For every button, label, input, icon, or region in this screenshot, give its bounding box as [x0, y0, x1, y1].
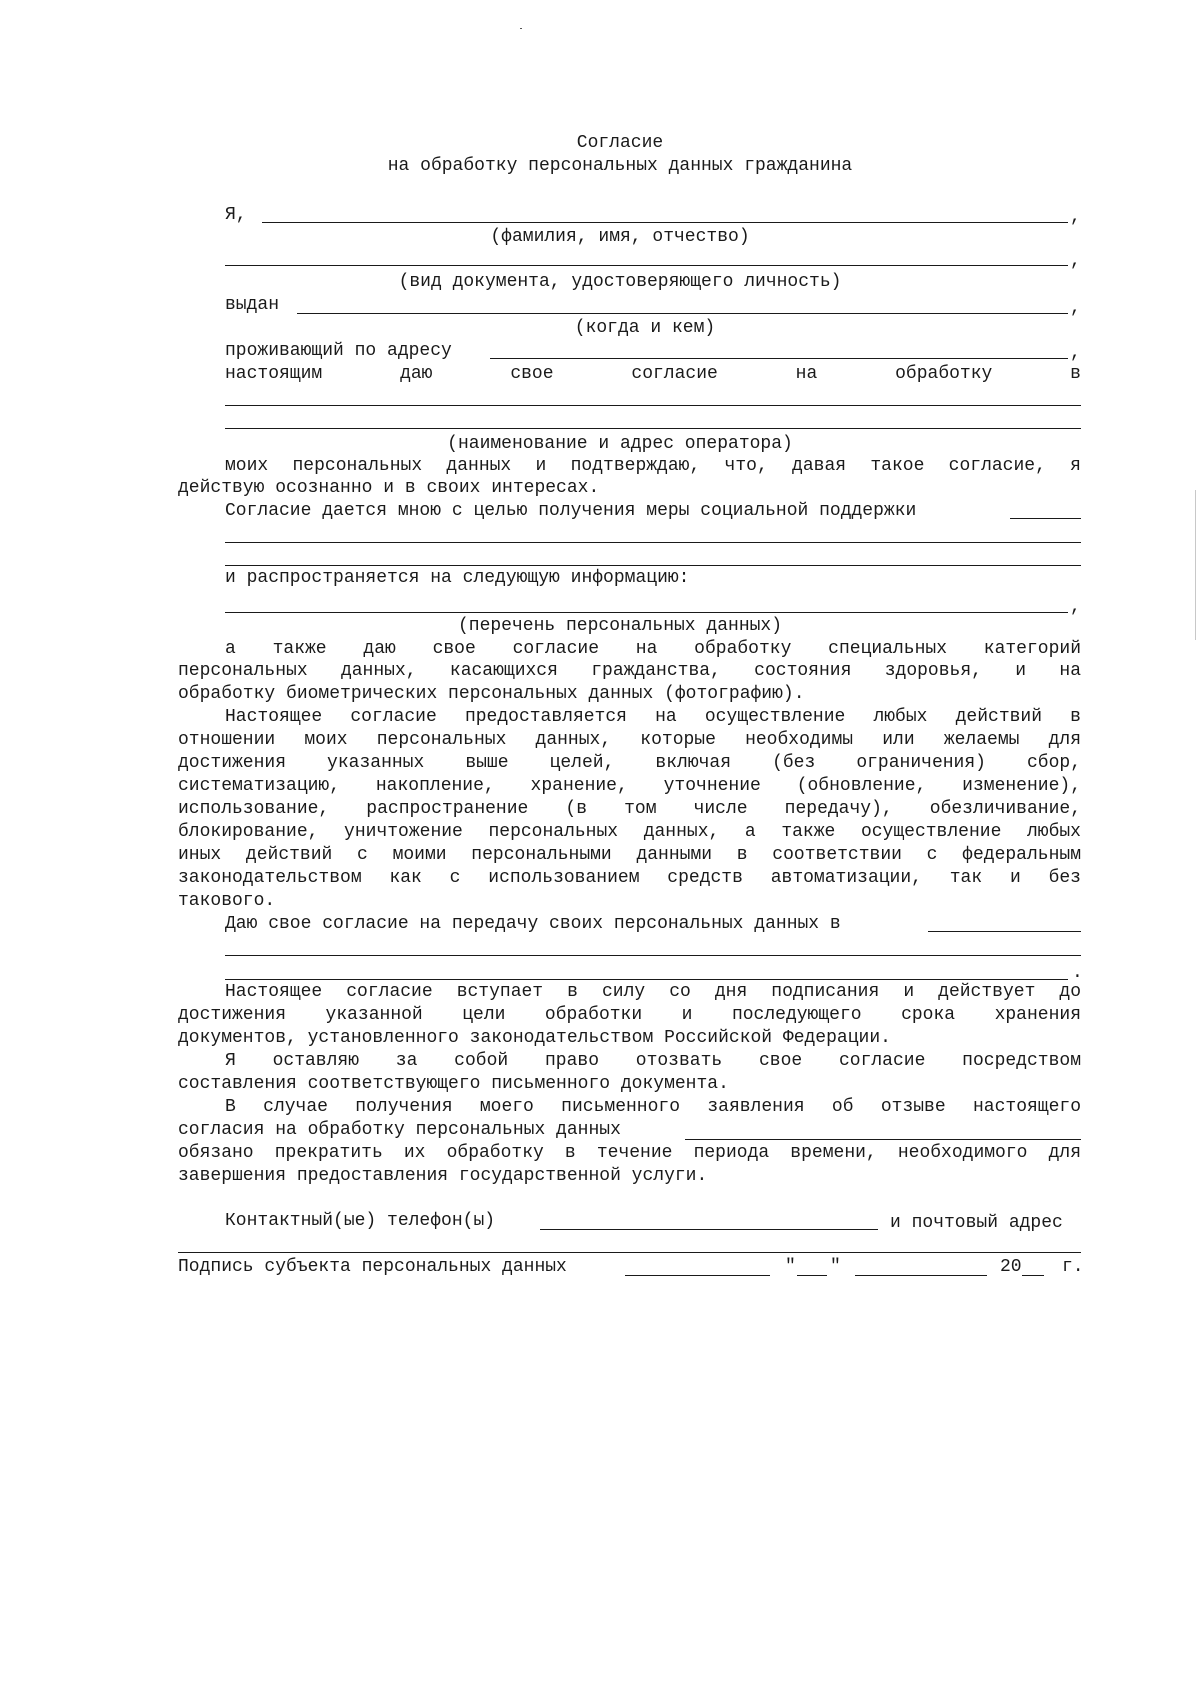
- pd-list-field[interactable]: [225, 612, 1068, 613]
- para-confirm-line2: действую осознанно и в своих интересах.: [178, 478, 600, 498]
- phone-field[interactable]: [540, 1229, 878, 1230]
- para-withdraw-line1: В случае получения моего письменного заявления об отзыве настоящего: [225, 1097, 1081, 1117]
- label-ya: Я,: [225, 205, 247, 225]
- id-document-field[interactable]: [225, 265, 1068, 266]
- period: .: [1072, 963, 1083, 983]
- comma: ,: [1070, 298, 1081, 318]
- operator-name-field[interactable]: [685, 1139, 1081, 1140]
- address-field[interactable]: [490, 358, 1068, 359]
- comma: ,: [1070, 343, 1081, 363]
- label-address: проживающий по адресу: [225, 341, 452, 361]
- scan-edge: [1195, 490, 1196, 640]
- signature-label: Подпись субъекта персональных данных: [178, 1257, 567, 1277]
- purpose-field-3[interactable]: [225, 565, 1081, 566]
- hint-fio: (фамилия, имя, отчество): [490, 227, 750, 247]
- hint-id-document: (вид документа, удостоверяющего личность): [398, 272, 842, 292]
- phone-label: Контактный(ые) телефон(ы): [225, 1211, 496, 1231]
- year-prefix: 20: [1000, 1257, 1022, 1277]
- para-actions-line8: законодательством как с использованием средств автоматизации, так и без: [178, 868, 1081, 888]
- transfer-label: Даю свое согласие на передачу своих персональных данных в: [225, 914, 841, 934]
- para-actions-line3: достижения указанных выше целей, включая (без ограничения) сбор,: [178, 753, 1081, 773]
- year-suffix: г.: [1062, 1257, 1084, 1277]
- para-revoke-line2: составления соответствующего письменного документа.: [178, 1074, 729, 1094]
- postal-field[interactable]: [178, 1252, 1081, 1253]
- para-validity-line3: документов, установленного законодательством Российской Федерации.: [178, 1028, 891, 1048]
- date-quote-close: ": [830, 1257, 841, 1277]
- para-special-line3: обработку биометрических персональных данных (фотографию).: [178, 684, 805, 704]
- para-validity-line2: достижения указанной цели обработки и последующего срока хранения: [178, 1005, 1081, 1025]
- operator-field-2[interactable]: [225, 428, 1081, 429]
- purpose-field-2[interactable]: [225, 542, 1081, 543]
- scan-artifact: [520, 28, 522, 29]
- para-validity-line1: Настоящее согласие вступает в силу со дня подписания и действует до: [225, 982, 1081, 1002]
- para-actions-line1: Настоящее согласие предоставляется на осуществление любых действий в: [225, 707, 1081, 727]
- para-special-line2: персональных данных, касающихся гражданства, состояния здоровья, и на: [178, 661, 1081, 681]
- hint-operator: (наименование и адрес оператора): [447, 434, 793, 454]
- comma: ,: [1070, 251, 1081, 271]
- year-field[interactable]: [1022, 1275, 1044, 1276]
- purpose-label: Согласие дается мною с целью получения меры социальной поддержки: [225, 501, 917, 521]
- para-actions-line4: систематизацию, накопление, хранение, уточнение (обновление, изменение),: [178, 776, 1081, 796]
- comma: ,: [1070, 207, 1081, 227]
- fio-field[interactable]: [262, 222, 1068, 223]
- purpose-field-1[interactable]: [1010, 518, 1081, 519]
- doc-title: Согласие: [576, 133, 664, 153]
- para-revoke-line1: Я оставляю за собой право отозвать свое согласие посредством: [225, 1051, 1081, 1071]
- para-actions-line7: иных действий с моими персональными данными в соответствии с федеральным: [178, 845, 1081, 865]
- para-actions-line9: такового.: [178, 891, 276, 911]
- consent-intro: настоящим даю свое согласие на обработку в: [225, 364, 1081, 384]
- operator-field-1[interactable]: [225, 405, 1081, 406]
- transfer-field-1[interactable]: [928, 931, 1081, 932]
- hint-pd-list: (перечень персональных данных): [457, 616, 783, 636]
- para-actions-line5: использование, распространение (в том числе передачу), обезличивание,: [178, 799, 1081, 819]
- info-label: и распространяется на следующую информацию:: [225, 568, 690, 588]
- label-issued: выдан: [225, 295, 280, 315]
- para-actions-line6: блокирование, уничтожение персональных данных, а также осуществление любых: [178, 822, 1081, 842]
- issued-field[interactable]: [297, 313, 1068, 314]
- doc-subtitle: на обработку персональных данных гражданина: [387, 156, 853, 176]
- hint-issued: (когда и кем): [574, 318, 716, 338]
- para-withdraw-line4: завершения предоставления государственной услуги.: [178, 1166, 708, 1186]
- postal-label: и почтовый адрес: [890, 1213, 1063, 1233]
- date-quote-open: ": [785, 1257, 796, 1277]
- day-field[interactable]: [797, 1275, 827, 1276]
- para-withdraw-line2: согласия на обработку персональных данных: [178, 1120, 621, 1140]
- transfer-field-3[interactable]: [225, 979, 1068, 980]
- signature-field[interactable]: [625, 1275, 770, 1276]
- para-withdraw-line3: обязано прекратить их обработку в течение периода времени, необходимого для: [178, 1143, 1081, 1163]
- comma: ,: [1070, 597, 1081, 617]
- transfer-field-2[interactable]: [225, 955, 1081, 956]
- month-field[interactable]: [855, 1275, 987, 1276]
- para-confirm-line1: моих персональных данных и подтверждаю, что, давая такое согласие, я: [225, 456, 1081, 476]
- para-actions-line2: отношении моих персональных данных, которые необходимы или желаемы для: [178, 730, 1081, 750]
- para-special-line1: а также даю свое согласие на обработку специальных категорий: [225, 639, 1081, 659]
